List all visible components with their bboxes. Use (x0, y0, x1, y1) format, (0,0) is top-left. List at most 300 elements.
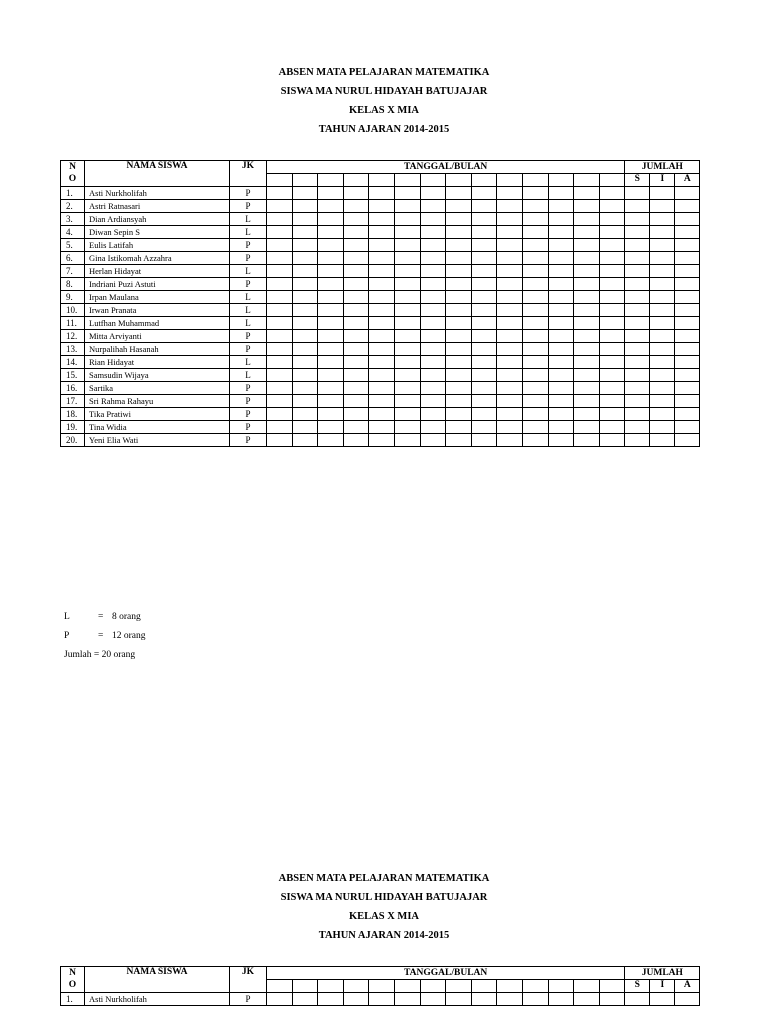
student-name: Dian Ardiansyah (85, 213, 230, 226)
attendance-cell (369, 304, 395, 317)
attendance-cell (599, 434, 625, 447)
attendance-cell (599, 239, 625, 252)
attendance-cell (599, 343, 625, 356)
attendance-cell (471, 369, 497, 382)
header-s: S (625, 174, 650, 187)
row-number: 8. (61, 278, 85, 291)
attendance-cell (420, 330, 446, 343)
attendance-cell (471, 291, 497, 304)
student-gender: P (230, 330, 267, 343)
attendance-cell (343, 291, 369, 304)
attendance-cell (292, 200, 318, 213)
student-gender: P (230, 252, 267, 265)
student-gender: L (230, 317, 267, 330)
attendance-cell (420, 993, 446, 1006)
attendance-cell (267, 304, 293, 317)
attendance-cell (574, 395, 600, 408)
attendance-cell (267, 239, 293, 252)
attendance-cell (471, 200, 497, 213)
total-cell (625, 200, 650, 213)
attendance-cell (420, 408, 446, 421)
attendance-cell (394, 213, 420, 226)
title-line-2: SISWA MA NURUL HIDAYAH BATUJAJAR (280, 892, 488, 903)
attendance-cell (394, 395, 420, 408)
attendance-cell (420, 369, 446, 382)
attendance-cell (548, 317, 574, 330)
attendance-cell (574, 317, 600, 330)
attendance-cell (574, 330, 600, 343)
attendance-cell (497, 408, 523, 421)
total-cell (675, 343, 700, 356)
attendance-cell (420, 291, 446, 304)
attendance-cell (343, 421, 369, 434)
attendance-cell (574, 213, 600, 226)
student-name: Astri Ratnasari (85, 200, 230, 213)
attendance-cell (369, 239, 395, 252)
total-cell (675, 993, 700, 1006)
attendance-cell (574, 187, 600, 200)
total-cell (675, 187, 700, 200)
attendance-cell (420, 382, 446, 395)
attendance-cell (522, 395, 548, 408)
student-gender: L (230, 304, 267, 317)
table-row (61, 317, 700, 330)
total-cell (625, 421, 650, 434)
attendance-cell (446, 434, 472, 447)
attendance-cell (318, 226, 344, 239)
page2-title-block (0, 869, 768, 945)
title-line-1: ABSEN MATA PELAJARAN MATEMATIKA (278, 67, 490, 78)
attendance-cell (292, 226, 318, 239)
attendance-cell (343, 993, 369, 1006)
row-number: 6. (61, 252, 85, 265)
attendance-cell (267, 434, 293, 447)
student-name: Mitta Arviyanti (85, 330, 230, 343)
attendance-cell (574, 356, 600, 369)
attendance-cell (343, 213, 369, 226)
table-row (61, 291, 700, 304)
total-cell (650, 434, 675, 447)
student-name: Samsudin Wijaya (85, 369, 230, 382)
attendance-cell (497, 187, 523, 200)
attendance-cell (369, 278, 395, 291)
attendance-cell (497, 343, 523, 356)
attendance-cell (599, 317, 625, 330)
attendance-cell (420, 265, 446, 278)
total-cell (625, 265, 650, 278)
student-gender: P (230, 395, 267, 408)
student-name: Gina Istikomah Azzahra (85, 252, 230, 265)
attendance-cell (394, 291, 420, 304)
attendance-cell (471, 421, 497, 434)
attendance-cell (292, 343, 318, 356)
attendance-table-page2 (60, 966, 700, 1006)
attendance-table (60, 160, 700, 447)
student-name: Nurpalihah Hasanah (85, 343, 230, 356)
attendance-cell (497, 252, 523, 265)
attendance-cell (394, 252, 420, 265)
attendance-cell (394, 369, 420, 382)
attendance-cell (522, 252, 548, 265)
attendance-cell (471, 382, 497, 395)
attendance-cell (548, 252, 574, 265)
attendance-cell (497, 330, 523, 343)
attendance-cell (369, 343, 395, 356)
attendance-cell (267, 213, 293, 226)
attendance-cell (394, 421, 420, 434)
attendance-cell (446, 369, 472, 382)
attendance-cell (574, 369, 600, 382)
attendance-cell (471, 239, 497, 252)
table-row (61, 356, 700, 369)
row-number: 7. (61, 265, 85, 278)
student-gender: L (230, 369, 267, 382)
attendance-cell (369, 369, 395, 382)
attendance-cell (497, 213, 523, 226)
attendance-cell (318, 993, 344, 1006)
student-gender: L (230, 265, 267, 278)
attendance-cell (599, 382, 625, 395)
attendance-cell (446, 187, 472, 200)
student-name: Irpan Maulana (85, 291, 230, 304)
attendance-cell (369, 213, 395, 226)
title-line-2: SISWA MA NURUL HIDAYAH BATUJAJAR (280, 86, 488, 97)
student-gender: P (230, 239, 267, 252)
table-row (61, 382, 700, 395)
attendance-cell (522, 304, 548, 317)
table-row (61, 278, 700, 291)
title-line-4: TAHUN AJARAN 2014-2015 (318, 930, 450, 941)
total-cell (625, 993, 650, 1006)
attendance-cell (599, 291, 625, 304)
header-name: NAMA SISWA (85, 967, 230, 993)
header-tanggal: TANGGAL/BULAN (267, 161, 625, 174)
attendance-cell (292, 213, 318, 226)
attendance-cell (318, 421, 344, 434)
attendance-cell (446, 213, 472, 226)
attendance-cell (394, 278, 420, 291)
attendance-cell (574, 252, 600, 265)
attendance-cell (574, 993, 600, 1006)
attendance-cell (318, 356, 344, 369)
attendance-cell (522, 408, 548, 421)
attendance-cell (548, 382, 574, 395)
student-name: Herlan Hidayat (85, 265, 230, 278)
attendance-cell (369, 382, 395, 395)
attendance-cell (267, 343, 293, 356)
attendance-cell (267, 382, 293, 395)
row-number: 13. (61, 343, 85, 356)
attendance-cell (420, 304, 446, 317)
attendance-cell (267, 993, 293, 1006)
row-number: 4. (61, 226, 85, 239)
attendance-cell (471, 304, 497, 317)
attendance-cell (318, 291, 344, 304)
header-name: NAMA SISWA (85, 161, 230, 187)
attendance-cell (446, 304, 472, 317)
attendance-cell (497, 317, 523, 330)
header-i: I (650, 980, 675, 993)
attendance-cell (497, 304, 523, 317)
student-gender: P (230, 434, 267, 447)
table-row (61, 330, 700, 343)
student-gender: L (230, 226, 267, 239)
attendance-cell (522, 369, 548, 382)
attendance-cell (343, 317, 369, 330)
attendance-cell (599, 356, 625, 369)
attendance-cell (548, 434, 574, 447)
attendance-cell (446, 356, 472, 369)
row-number: 9. (61, 291, 85, 304)
attendance-cell (548, 213, 574, 226)
student-name: Tina Widia (85, 421, 230, 434)
attendance-cell (343, 252, 369, 265)
attendance-cell (369, 434, 395, 447)
attendance-cell (497, 226, 523, 239)
row-number: 10. (61, 304, 85, 317)
total-cell (650, 330, 675, 343)
attendance-cell (369, 993, 395, 1006)
table-row (61, 213, 700, 226)
table-row (61, 239, 700, 252)
attendance-cell (394, 408, 420, 421)
attendance-cell (497, 291, 523, 304)
total-cell (625, 252, 650, 265)
attendance-cell (522, 356, 548, 369)
attendance-cell (369, 265, 395, 278)
attendance-cell (497, 993, 523, 1006)
total-cell (675, 265, 700, 278)
total-cell (650, 421, 675, 434)
total-cell (650, 343, 675, 356)
student-gender: L (230, 291, 267, 304)
row-number: 1. (61, 187, 85, 200)
total-cell (625, 356, 650, 369)
attendance-cell (318, 252, 344, 265)
attendance-cell (574, 343, 600, 356)
total-cell (625, 304, 650, 317)
header-a: A (675, 980, 700, 993)
attendance-cell (267, 200, 293, 213)
attendance-cell (522, 187, 548, 200)
attendance-cell (343, 395, 369, 408)
attendance-cell (292, 187, 318, 200)
attendance-cell (292, 304, 318, 317)
attendance-cell (548, 304, 574, 317)
attendance-cell (522, 239, 548, 252)
total-cell (675, 252, 700, 265)
attendance-cell (369, 291, 395, 304)
attendance-cell (343, 434, 369, 447)
attendance-cell (318, 395, 344, 408)
student-gender: P (230, 343, 267, 356)
attendance-cell (292, 265, 318, 278)
attendance-cell (292, 408, 318, 421)
header-no: N O (61, 967, 85, 993)
attendance-cell (446, 382, 472, 395)
attendance-cell (420, 278, 446, 291)
attendance-cell (318, 343, 344, 356)
attendance-cell (446, 421, 472, 434)
header-s: S (625, 980, 650, 993)
attendance-cell (369, 200, 395, 213)
attendance-cell (471, 265, 497, 278)
total-cell (650, 356, 675, 369)
attendance-cell (267, 252, 293, 265)
attendance-cell (318, 213, 344, 226)
attendance-cell (522, 200, 548, 213)
total-cell (675, 239, 700, 252)
attendance-cell (497, 239, 523, 252)
attendance-cell (267, 369, 293, 382)
total-cell (625, 291, 650, 304)
attendance-cell (420, 356, 446, 369)
attendance-cell (343, 330, 369, 343)
total-cell (650, 187, 675, 200)
total-cell (675, 382, 700, 395)
student-gender: L (230, 356, 267, 369)
header-a: A (675, 174, 700, 187)
attendance-cell (446, 330, 472, 343)
total-cell (650, 408, 675, 421)
total-cell (675, 408, 700, 421)
attendance-cell (446, 993, 472, 1006)
attendance-cell (394, 343, 420, 356)
attendance-cell (599, 213, 625, 226)
attendance-cell (548, 291, 574, 304)
attendance-cell (574, 291, 600, 304)
attendance-cell (318, 187, 344, 200)
attendance-cell (420, 317, 446, 330)
attendance-cell (292, 291, 318, 304)
attendance-cell (267, 265, 293, 278)
attendance-cell (292, 356, 318, 369)
total-cell (650, 252, 675, 265)
row-number: 5. (61, 239, 85, 252)
attendance-cell (574, 382, 600, 395)
table-row (61, 408, 700, 421)
total-cell (675, 213, 700, 226)
student-gender: P (230, 421, 267, 434)
attendance-cell (318, 304, 344, 317)
table-row (61, 434, 700, 447)
total-cell (625, 434, 650, 447)
attendance-cell (369, 395, 395, 408)
attendance-cell (420, 434, 446, 447)
title-line-1: ABSEN MATA PELAJARAN MATEMATIKA (278, 873, 490, 884)
total-cell (650, 200, 675, 213)
attendance-cell (497, 356, 523, 369)
attendance-cell (394, 200, 420, 213)
attendance-cell (394, 187, 420, 200)
attendance-cell (497, 200, 523, 213)
attendance-cell (292, 252, 318, 265)
attendance-cell (369, 408, 395, 421)
attendance-cell (548, 265, 574, 278)
attendance-cell (318, 434, 344, 447)
attendance-cell (522, 265, 548, 278)
total-cell (625, 343, 650, 356)
attendance-cell (420, 421, 446, 434)
attendance-cell (394, 382, 420, 395)
attendance-cell (267, 291, 293, 304)
attendance-cell (446, 291, 472, 304)
table-row (61, 200, 700, 213)
attendance-cell (420, 395, 446, 408)
title-line-3: KELAS X MIA (348, 911, 419, 922)
attendance-cell (471, 317, 497, 330)
student-gender: P (230, 408, 267, 421)
total-cell (650, 993, 675, 1006)
student-gender: P (230, 200, 267, 213)
total-cell (625, 239, 650, 252)
attendance-cell (343, 239, 369, 252)
total-cell (675, 278, 700, 291)
total-cell (675, 200, 700, 213)
attendance-cell (497, 421, 523, 434)
row-number: 17. (61, 395, 85, 408)
attendance-cell (267, 356, 293, 369)
student-name: Yeni Elia Wati (85, 434, 230, 447)
attendance-cell (343, 369, 369, 382)
attendance-cell (522, 278, 548, 291)
attendance-cell (446, 317, 472, 330)
total-cell (675, 369, 700, 382)
attendance-cell (292, 330, 318, 343)
attendance-cell (394, 993, 420, 1006)
attendance-cell (267, 226, 293, 239)
attendance-cell (446, 343, 472, 356)
attendance-cell (267, 421, 293, 434)
total-cell (650, 395, 675, 408)
total-cell (650, 213, 675, 226)
attendance-cell (471, 226, 497, 239)
header-jk: JK (230, 161, 267, 187)
attendance-cell (394, 317, 420, 330)
attendance-cell (343, 187, 369, 200)
student-name: Asti Nurkholifah (85, 993, 230, 1006)
attendance-cell (318, 330, 344, 343)
student-name: Sartika (85, 382, 230, 395)
summary-line-jumlah: Jumlah = 20 orang (64, 650, 136, 660)
attendance-cell (420, 213, 446, 226)
attendance-cell (292, 369, 318, 382)
attendance-cell (471, 278, 497, 291)
attendance-cell (548, 369, 574, 382)
attendance-cell (471, 343, 497, 356)
attendance-cell (471, 213, 497, 226)
attendance-cell (420, 226, 446, 239)
attendance-cell (369, 317, 395, 330)
attendance-cell (522, 330, 548, 343)
attendance-cell (548, 993, 574, 1006)
attendance-cell (343, 265, 369, 278)
attendance-cell (522, 382, 548, 395)
attendance-cell (522, 421, 548, 434)
attendance-cell (343, 200, 369, 213)
student-gender: P (230, 382, 267, 395)
attendance-cell (599, 187, 625, 200)
total-cell (650, 369, 675, 382)
row-number: 1. (61, 993, 85, 1006)
attendance-cell (292, 395, 318, 408)
attendance-cell (267, 395, 293, 408)
total-cell (625, 382, 650, 395)
attendance-cell (446, 395, 472, 408)
student-name: Indriani Puzi Astuti (85, 278, 230, 291)
header-jumlah: JUMLAH (625, 161, 700, 174)
attendance-cell (471, 408, 497, 421)
